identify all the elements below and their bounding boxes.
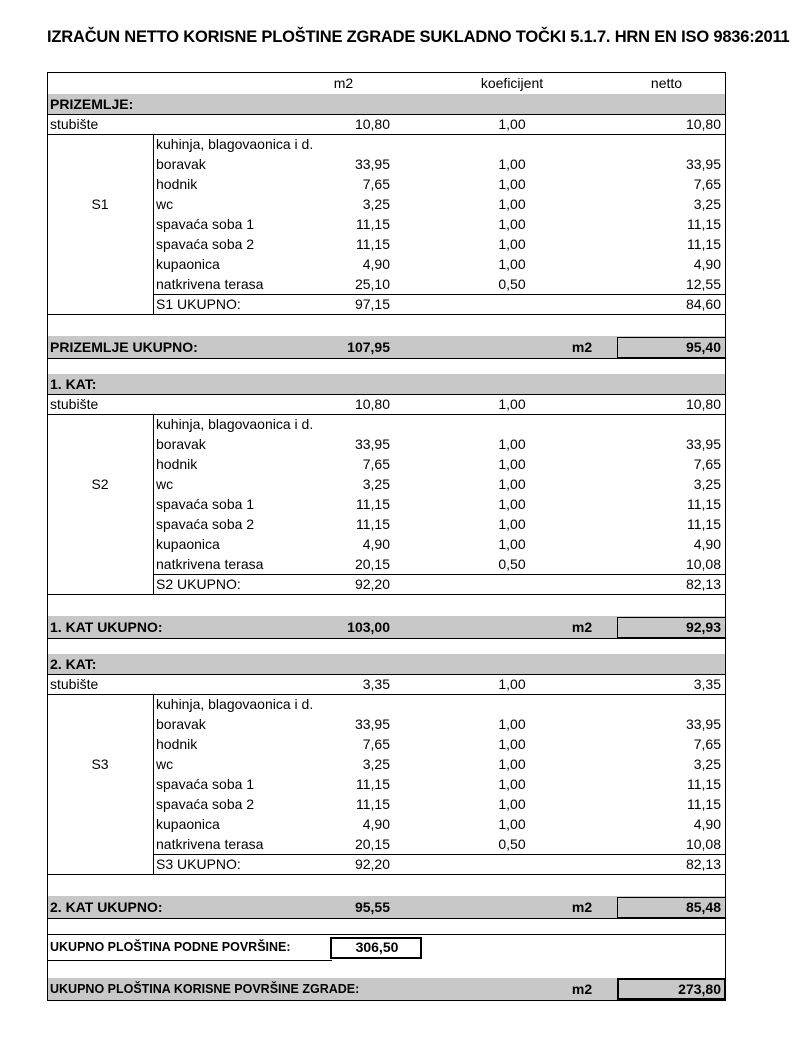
column-header-netto: netto — [650, 75, 683, 91]
floor-total-unit: m2 — [571, 339, 593, 355]
room-m2: 11,15 — [356, 796, 390, 812]
room-koef: 1,00 — [498, 716, 526, 732]
room-koef: 1,00 — [498, 436, 526, 452]
room-m2: 7,65 — [362, 736, 390, 752]
stair-label: stubište — [50, 116, 99, 132]
room-label: boravak — [156, 436, 206, 452]
room-label: kupaonica — [156, 536, 220, 552]
unit-total-netto: 84,60 — [685, 296, 721, 312]
stair-m2: 10,80 — [354, 396, 390, 412]
room-koef — [442, 134, 582, 154]
room-row — [47, 494, 726, 514]
unit-column-divider — [153, 694, 154, 874]
room-label: wc — [156, 756, 174, 772]
room-netto: 3,25 — [693, 756, 721, 772]
room-m2: 11,15 — [356, 496, 390, 512]
total-floor-area-value: 306,50 — [355, 939, 399, 955]
room-label: kupaonica — [156, 816, 220, 832]
floor-total-label: PRIZEMLJE UKUPNO: — [50, 339, 198, 355]
table-left-border — [47, 72, 48, 1001]
unit-column-divider — [153, 414, 154, 594]
room-netto: 7,65 — [693, 176, 721, 192]
room-m2: 4,90 — [362, 816, 390, 832]
room-m2: 33,95 — [354, 156, 390, 172]
floor-total-m2: 103,00 — [347, 619, 390, 635]
room-koef: 1,00 — [498, 776, 526, 792]
unit-total-label: S3 UKUPNO: — [156, 856, 241, 872]
room-m2: 33,95 — [354, 436, 390, 452]
floor-total-netto-box — [617, 897, 726, 918]
floor-header-row — [47, 94, 726, 114]
room-label: spavaća soba 2 — [156, 236, 255, 252]
room-koef: 1,00 — [498, 816, 526, 832]
floor-header-row — [47, 654, 726, 674]
room-m2: 33,95 — [354, 716, 390, 732]
unit-total-netto: 82,13 — [685, 576, 721, 592]
room-netto: 11,15 — [687, 236, 721, 252]
unit-total-m2: 97,15 — [354, 296, 390, 312]
room-label: spavaća soba 2 — [156, 796, 255, 812]
room-row — [47, 434, 726, 454]
row-divider — [47, 960, 332, 961]
unit-total-m2: 92,20 — [354, 576, 390, 592]
room-netto: 11,15 — [687, 796, 721, 812]
column-header-m2: m2 — [333, 75, 354, 91]
stair-row — [47, 114, 726, 134]
total-usable-area-value: 273,80 — [678, 981, 721, 997]
room-row — [47, 234, 726, 254]
room-koef: 1,00 — [498, 156, 526, 172]
room-koef: 1,00 — [498, 756, 526, 772]
room-koef: 1,00 — [498, 796, 526, 812]
floor-total-netto: 95,40 — [685, 339, 721, 355]
table-right-border — [725, 72, 726, 1001]
room-row — [47, 554, 726, 574]
room-m2: 7,65 — [362, 456, 390, 472]
room-m2: 7,65 — [362, 176, 390, 192]
row-divider — [47, 314, 726, 315]
room-m2 — [297, 694, 390, 714]
room-m2: 20,15 — [354, 836, 390, 852]
room-row — [47, 694, 726, 714]
room-label: natkrivena terasa — [156, 836, 264, 852]
room-koef: 1,00 — [498, 216, 526, 232]
room-label: kuhinja, blagovaonica i d. — [156, 136, 314, 152]
room-row — [47, 774, 726, 794]
room-koef — [442, 694, 582, 714]
stair-row — [47, 674, 726, 694]
room-netto: 11,15 — [687, 516, 721, 532]
room-netto: 4,90 — [693, 536, 721, 552]
room-row — [47, 214, 726, 234]
room-netto — [612, 694, 721, 714]
room-m2 — [297, 414, 390, 434]
room-netto — [612, 134, 721, 154]
stair-netto: 3,35 — [693, 676, 721, 692]
room-netto: 11,15 — [687, 216, 721, 232]
room-netto — [612, 414, 721, 434]
room-netto: 7,65 — [693, 456, 721, 472]
room-koef: 1,00 — [498, 176, 526, 192]
floor-total-unit: m2 — [571, 899, 593, 915]
floor-header-label: 1. KAT: — [50, 376, 97, 392]
room-koef: 1,00 — [498, 516, 526, 532]
room-netto: 33,95 — [685, 436, 721, 452]
room-m2: 11,15 — [356, 216, 390, 232]
room-row — [47, 134, 726, 154]
room-row — [47, 154, 726, 174]
room-netto: 33,95 — [685, 156, 721, 172]
total-floor-area-box — [330, 937, 422, 959]
room-label: kuhinja, blagovaonica i d. — [156, 696, 314, 712]
column-header-koeficijent: koeficijent — [480, 75, 544, 91]
total-usable-area-unit: m2 — [571, 981, 593, 997]
floor-total-label: 2. KAT UKUPNO: — [50, 899, 163, 915]
room-row — [47, 274, 726, 294]
room-netto: 3,25 — [693, 196, 721, 212]
unit-label: S3 — [91, 756, 109, 772]
room-koef: 0,50 — [498, 276, 526, 292]
room-koef: 1,00 — [498, 736, 526, 752]
room-koef: 1,00 — [498, 196, 526, 212]
room-koef: 1,00 — [498, 236, 526, 252]
table-bottom-border — [47, 1000, 726, 1001]
stair-m2: 3,35 — [362, 676, 390, 692]
room-netto: 10,08 — [685, 556, 721, 572]
unit-total-row — [47, 854, 726, 874]
row-divider — [47, 918, 726, 919]
room-label: boravak — [156, 156, 206, 172]
page-title: IZRAČUN NETTO KORISNE PLOŠTINE ZGRADE SUKLADNO TOČKI 5.1.7. HRN EN ISO 9836:2011 — [47, 28, 790, 46]
room-label: hodnik — [156, 456, 198, 472]
stair-label: stubište — [50, 676, 99, 692]
room-row — [47, 814, 726, 834]
stair-netto: 10,80 — [685, 396, 721, 412]
floor-total-m2: 107,95 — [347, 339, 390, 355]
unit-label: S1 — [91, 196, 109, 212]
room-netto: 4,90 — [693, 256, 721, 272]
unit-label: S2 — [91, 476, 109, 492]
room-m2: 4,90 — [362, 536, 390, 552]
stair-koef: 1,00 — [498, 676, 526, 692]
unit-total-label: S1 UKUPNO: — [156, 296, 241, 312]
room-netto: 11,15 — [687, 496, 721, 512]
stair-netto: 10,80 — [685, 116, 721, 132]
room-row — [47, 714, 726, 734]
room-label: spavaća soba 2 — [156, 516, 255, 532]
room-netto: 12,55 — [685, 276, 721, 292]
room-netto: 4,90 — [693, 816, 721, 832]
room-label: spavaća soba 1 — [156, 216, 255, 232]
floor-total-netto-box — [617, 617, 726, 638]
room-row — [47, 834, 726, 854]
room-row — [47, 534, 726, 554]
stair-label: stubište — [50, 396, 99, 412]
unit-total-row — [47, 294, 726, 314]
room-netto: 3,25 — [693, 476, 721, 492]
room-label: kuhinja, blagovaonica i d. — [156, 416, 314, 432]
room-koef: 1,00 — [498, 536, 526, 552]
room-label: natkrivena terasa — [156, 556, 264, 572]
floor-header-label: PRIZEMLJE: — [50, 96, 134, 112]
room-m2: 4,90 — [362, 256, 390, 272]
stair-m2: 10,80 — [354, 116, 390, 132]
stair-koef: 1,00 — [498, 396, 526, 412]
floor-total-netto: 92,93 — [685, 619, 721, 635]
room-m2: 25,10 — [354, 276, 390, 292]
room-m2: 3,25 — [362, 756, 390, 772]
room-netto: 11,15 — [687, 776, 721, 792]
unit-total-m2: 92,20 — [354, 856, 390, 872]
room-m2: 3,25 — [362, 196, 390, 212]
row-divider — [47, 874, 726, 875]
room-koef: 1,00 — [498, 496, 526, 512]
room-koef: 0,50 — [498, 556, 526, 572]
room-koef: 1,00 — [498, 476, 526, 492]
unit-total-row — [47, 574, 726, 594]
row-divider — [47, 594, 726, 595]
unit-total-label: S2 UKUPNO: — [156, 576, 241, 592]
room-koef: 1,00 — [498, 456, 526, 472]
room-koef: 0,50 — [498, 836, 526, 852]
room-row — [47, 254, 726, 274]
room-label: hodnik — [156, 176, 198, 192]
floor-total-label: 1. KAT UKUPNO: — [50, 619, 163, 635]
room-netto: 33,95 — [685, 716, 721, 732]
total-usable-area-box — [617, 978, 726, 1000]
room-label: spavaća soba 1 — [156, 496, 255, 512]
unit-total-netto: 82,13 — [685, 856, 721, 872]
room-label: hodnik — [156, 736, 198, 752]
room-koef — [442, 414, 582, 434]
room-m2: 11,15 — [356, 236, 390, 252]
room-label: natkrivena terasa — [156, 276, 264, 292]
room-label: spavaća soba 1 — [156, 776, 255, 792]
floor-total-unit: m2 — [571, 619, 593, 635]
room-netto: 7,65 — [693, 736, 721, 752]
room-label: kupaonica — [156, 256, 220, 272]
floor-total-netto: 85,48 — [685, 899, 721, 915]
column-header-row — [47, 72, 726, 94]
room-row — [47, 514, 726, 534]
floor-total-m2: 95,55 — [354, 899, 390, 915]
floor-header-row — [47, 374, 726, 394]
room-m2: 3,25 — [362, 476, 390, 492]
room-m2: 20,15 — [354, 556, 390, 572]
room-label: wc — [156, 476, 174, 492]
row-divider — [47, 638, 726, 639]
row-divider — [47, 358, 726, 359]
total-usable-area-label: UKUPNO PLOŠTINA KORISNE POVRŠINE ZGRADE: — [50, 982, 360, 996]
room-row — [47, 454, 726, 474]
room-row — [47, 734, 726, 754]
room-row — [47, 414, 726, 434]
room-koef: 1,00 — [498, 256, 526, 272]
room-m2 — [297, 134, 390, 154]
stair-row — [47, 394, 726, 414]
unit-column-divider — [153, 134, 154, 314]
stair-koef: 1,00 — [498, 116, 526, 132]
room-label: boravak — [156, 716, 206, 732]
room-m2: 11,15 — [356, 776, 390, 792]
room-label: wc — [156, 196, 174, 212]
total-floor-area-label: UKUPNO PLOŠTINA PODNE POVRŠINE: — [50, 940, 291, 954]
room-netto: 10,08 — [685, 836, 721, 852]
floor-header-label: 2. KAT: — [50, 656, 97, 672]
floor-total-netto-box — [617, 337, 726, 358]
room-row — [47, 174, 726, 194]
room-row — [47, 794, 726, 814]
room-m2: 11,15 — [356, 516, 390, 532]
